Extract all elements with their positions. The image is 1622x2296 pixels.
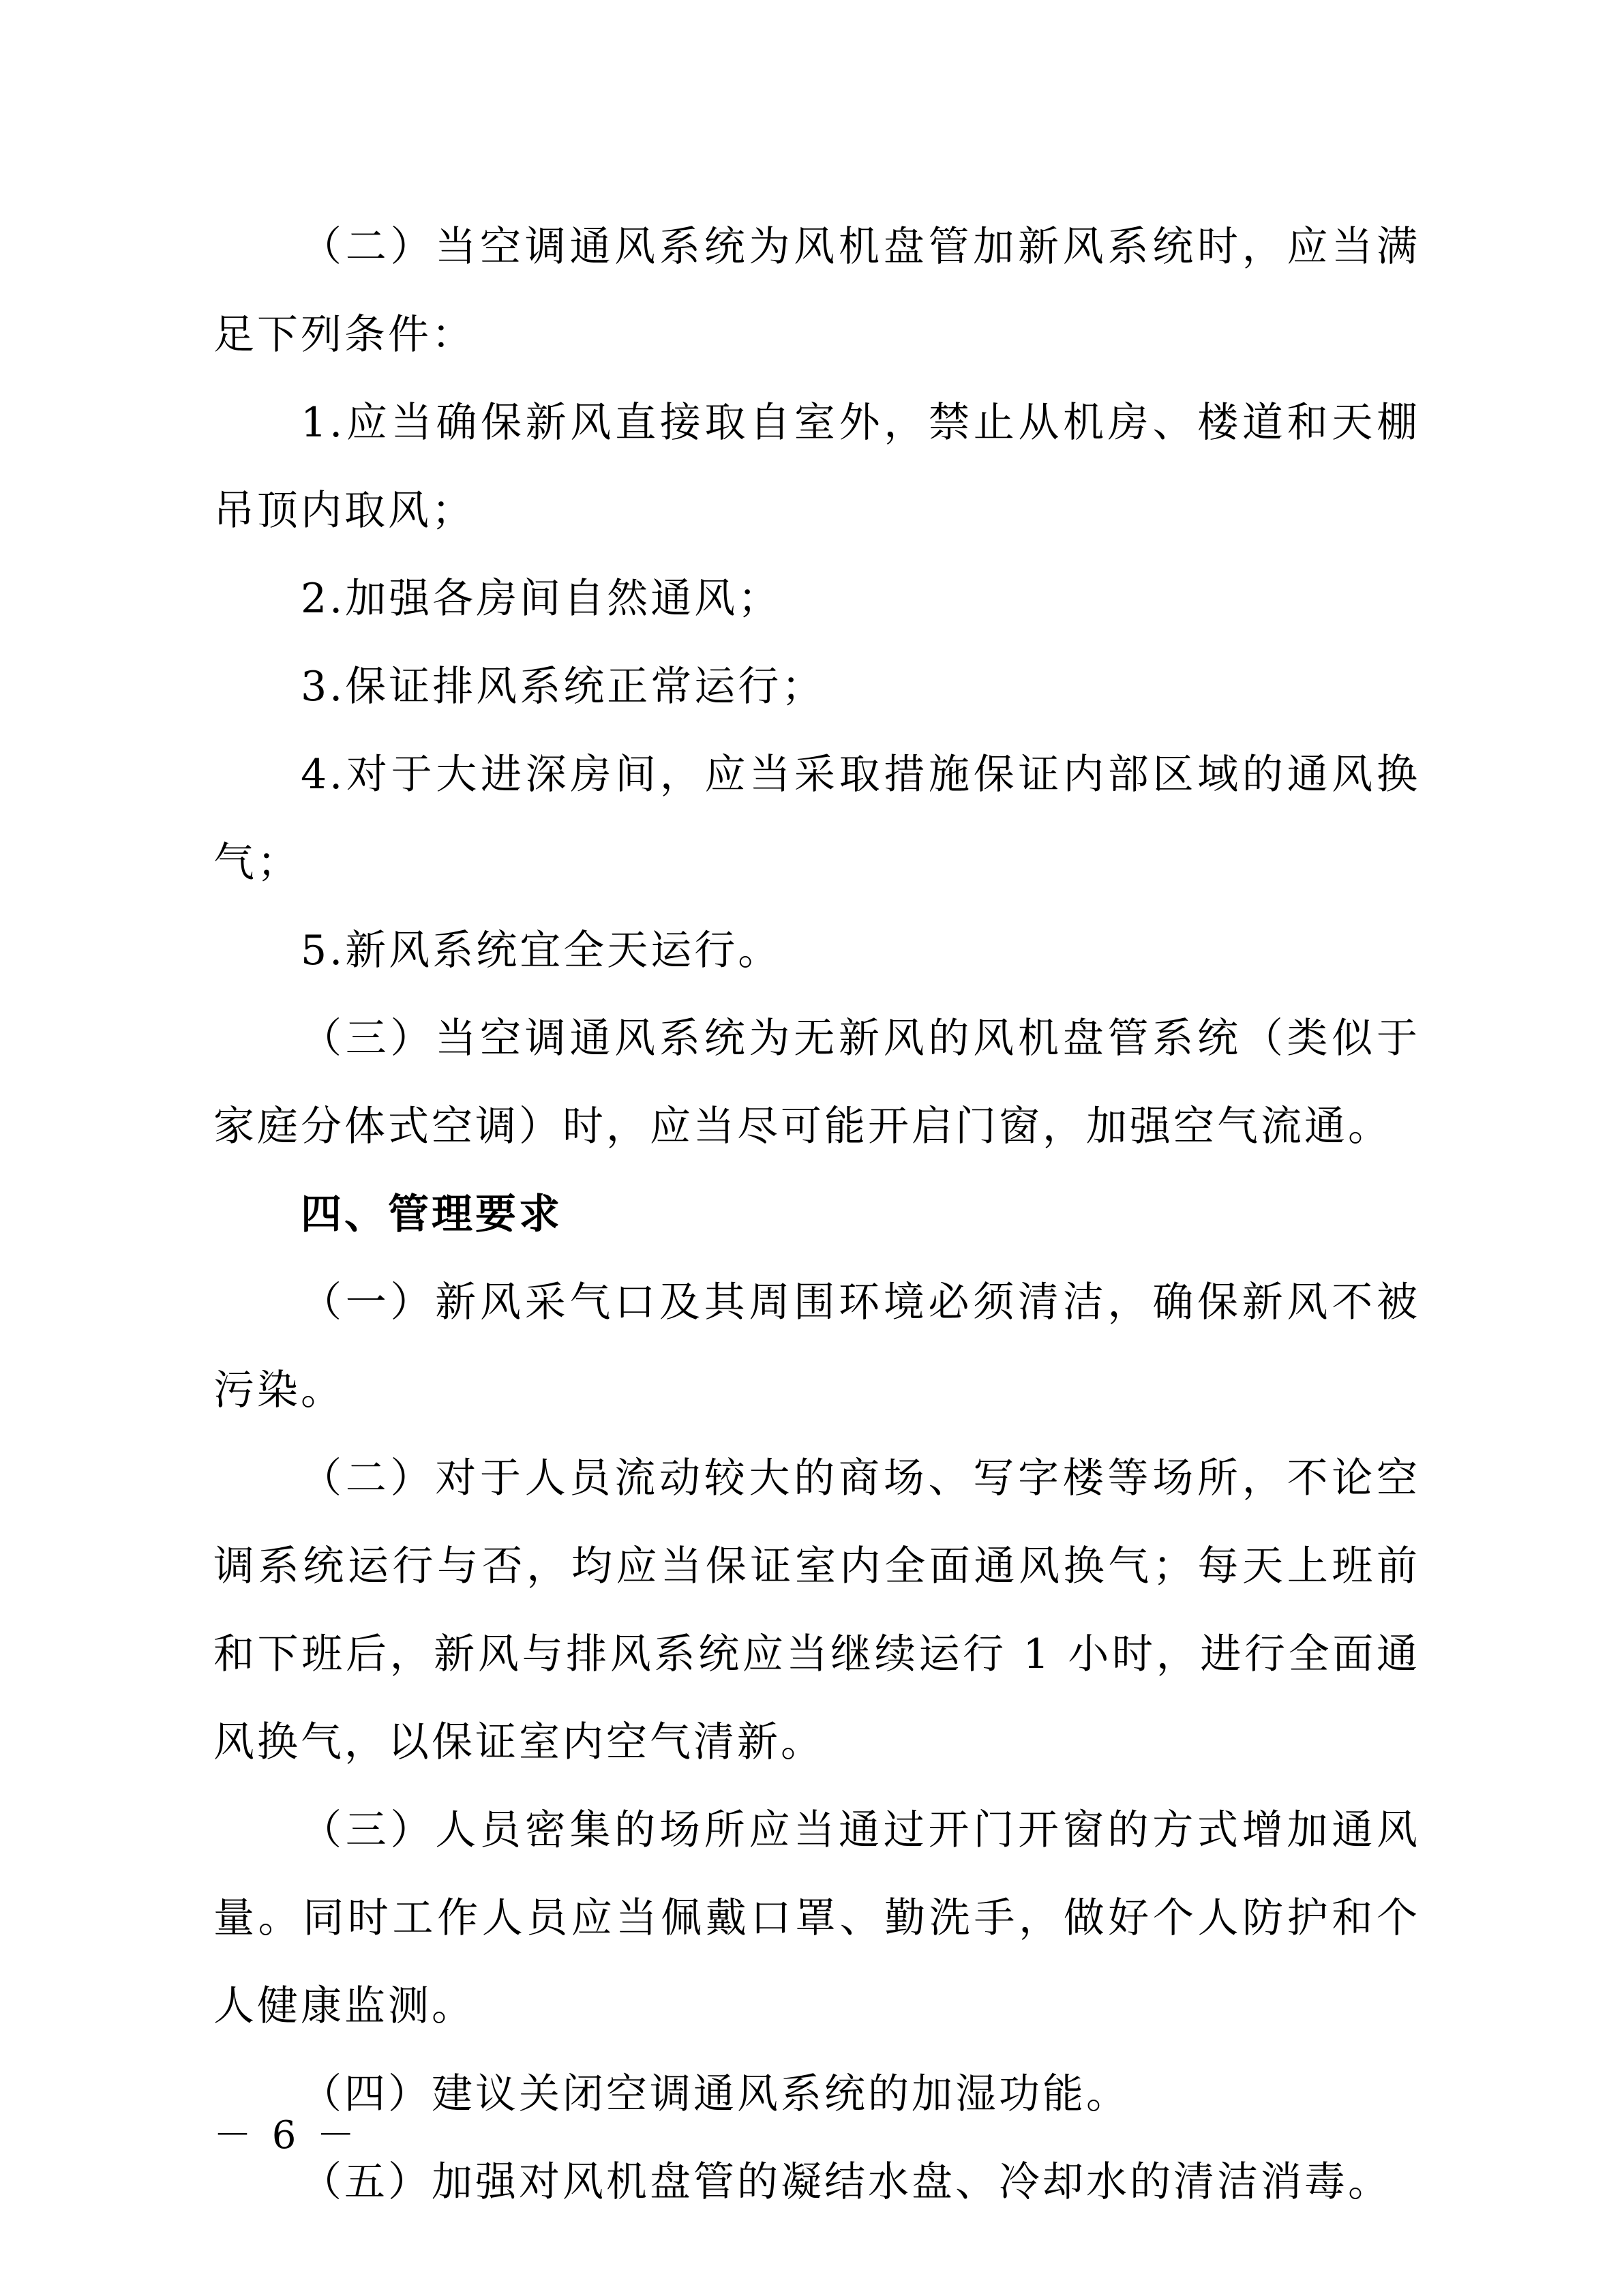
paragraph-management-3: （三）人员密集的场所应当通过开门开窗的方式增加通风量。同时工作人员应当佩戴口罩、勤洗手，做好个人防护和个人健康监测。	[213, 1806, 1420, 2030]
paragraph-item-5: 5.新风系统宜全天运行。	[301, 927, 782, 974]
document-body	[213, 203, 1420, 2226]
paragraph-item-3: 3.保证排风系统正常运行；	[301, 663, 826, 711]
paragraph-management-5: （五）加强对风机盘管的凝结水盘、冷却水的清洁消毒。	[301, 2158, 1392, 2206]
paragraph-management-2: （二）对于人员流动较大的商场、写字楼等场所，不论空调系统运行与否，均应当保证室内全面通风换气；每天上班前和下班后，新风与排风系统应当继续运行 1 小时，进行全面通风换气，以保证室内空气清新。	[213, 1455, 1420, 1766]
paragraph-item-1: 1.应当确保新风直接取自室外，禁止从机房、楼道和天棚吊顶内取风；	[213, 399, 1420, 535]
section-heading-management: 四、管理要求	[301, 1191, 562, 1238]
paragraph-management-1: （一）新风采气口及其周围环境必须清洁，确保新风不被污染。	[213, 1279, 1420, 1414]
page-number: － 6 －	[213, 2113, 359, 2158]
paragraph-no-fresh-air: （三）当空调通风系统为无新风的风机盘管系统（类似于家庭分体式空调）时，应当尽可能开启门窗，加强空气流通。	[213, 1015, 1420, 1150]
paragraph-fan-coil-fresh-air: （二）当空调通风系统为风机盘管加新风系统时，应当满足下列条件：	[213, 223, 1420, 359]
paragraph-management-4: （四）建议关闭空调通风系统的加湿功能。	[301, 2070, 1130, 2118]
paragraph-item-4: 4.对于大进深房间，应当采取措施保证内部区域的通风换气；	[213, 751, 1420, 886]
paragraph-item-2: 2.加强各房间自然通风；	[301, 575, 782, 623]
